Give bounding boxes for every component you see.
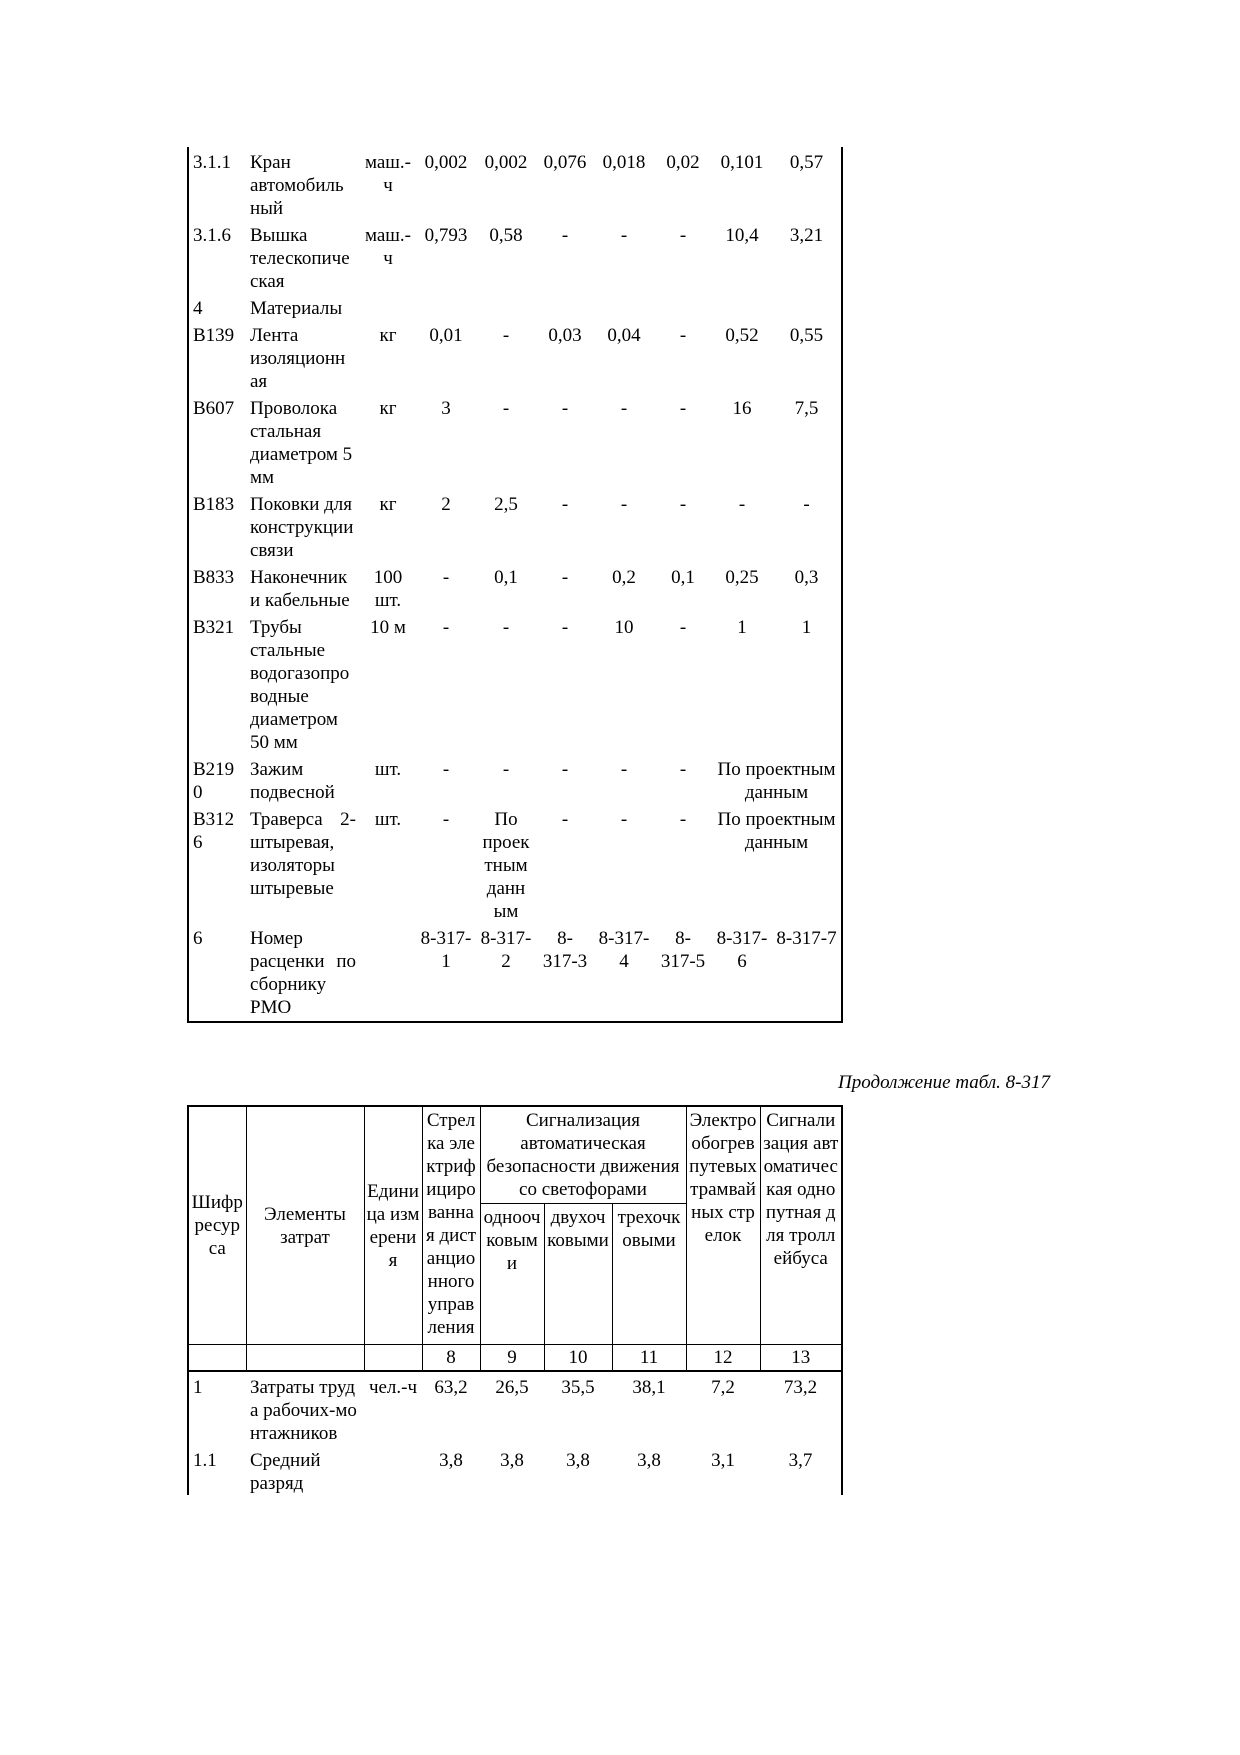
value-cell: -: [561, 494, 569, 515]
value-cell: -: [772, 489, 842, 562]
row-code: В321: [188, 612, 246, 754]
value-cell: -: [679, 617, 687, 638]
value-cell: 3,21: [772, 220, 842, 293]
value-cell: -: [561, 225, 569, 246]
value-cell: -: [620, 225, 628, 246]
section-code: 4: [188, 293, 246, 320]
value-cell: 3,7: [760, 1445, 842, 1495]
value-cell: -: [442, 809, 450, 830]
value-cell: 2: [441, 494, 451, 515]
row-name: Траверса 2-штыревая, изоляторы штыревые: [250, 809, 356, 899]
value-cell: 0,58: [489, 225, 523, 246]
header-signal-group: Сигнализация автоматическая безопасности движения со светофорами: [480, 1106, 686, 1204]
row-name: Кран автомобиль ный: [250, 152, 344, 219]
value-cell: -: [679, 225, 687, 246]
row-unit: [364, 1445, 422, 1495]
row-name: Затраты труда рабочих-монтажников: [250, 1377, 357, 1444]
row-name: Наконечник и кабельные: [250, 567, 350, 611]
header-row: [188, 1106, 842, 1204]
value-cell: 38,1: [632, 1377, 666, 1398]
value-cell: -: [502, 398, 510, 419]
value-cell: 0,1: [494, 567, 518, 588]
value-cell: -: [442, 617, 450, 638]
value-cell: 0,03: [548, 325, 582, 346]
row-unit: чел.-ч: [368, 1377, 418, 1398]
table-row: [188, 1445, 842, 1495]
row-code: 1.1: [188, 1445, 246, 1495]
value-cell: 0,57: [772, 147, 842, 220]
row-unit: кг: [379, 325, 397, 346]
value-cell: 3,8: [637, 1450, 661, 1471]
resource-table-bottom: [187, 1105, 843, 1495]
row-name: Вышка телескопиче ская: [250, 225, 350, 292]
value-cell: 0,793: [424, 225, 468, 246]
value-cell: 10,4: [725, 225, 759, 246]
header-trolley: Сигнализация автоматическая однопутная для троллейбуса: [760, 1106, 842, 1345]
row-code: 1: [188, 1371, 246, 1445]
header-code: Шифр ресурса: [188, 1106, 246, 1345]
value-cell: 1: [772, 612, 842, 754]
value-cell: 73,2: [760, 1371, 842, 1445]
column-number: 12: [686, 1345, 760, 1372]
value-cell: 8-317-7: [772, 923, 842, 1022]
value-cell: 26,5: [495, 1377, 529, 1398]
section-row: [188, 293, 842, 320]
value-cell: 3,8: [566, 1450, 590, 1471]
resource-table-top: [187, 147, 843, 1023]
value-cell: 7,5: [772, 393, 842, 489]
row-code: В3126: [188, 804, 246, 923]
value-cell: 8-317-6: [712, 923, 772, 1022]
value-cell: 0,101: [720, 152, 764, 173]
value-cell: 1: [737, 617, 747, 638]
value-cell: -: [620, 494, 628, 515]
row-unit: маш.-ч: [364, 152, 412, 196]
value-cell: 7,2: [711, 1377, 735, 1398]
value-cell: 8-317-4: [594, 923, 654, 1022]
value-cell: -: [502, 617, 510, 638]
value-cell: -: [738, 494, 746, 515]
value-cell: 0,52: [725, 325, 759, 346]
row-unit: шт.: [374, 809, 402, 830]
value-cell: -: [502, 325, 510, 346]
column-number: 8: [422, 1345, 480, 1372]
value-cell: 8-317-5: [654, 923, 712, 1022]
row-unit: кг: [379, 494, 397, 515]
header-heating: Электрообогрев путевых трамвайных стрелок: [686, 1106, 760, 1345]
row-unit: маш.-ч: [364, 225, 412, 269]
value-cell: 0,25: [725, 567, 759, 588]
table-row: [188, 393, 842, 489]
value-cell: 2,5: [494, 494, 518, 515]
value-cell: 35,5: [561, 1377, 595, 1398]
row-code: В183: [188, 489, 246, 562]
table-row: [188, 612, 842, 754]
value-cell: -: [620, 809, 628, 830]
row-code: В833: [188, 562, 246, 612]
row-name: Номер расценки по сборнику РМО: [246, 923, 360, 1022]
header-signal-one: одноочковыми: [480, 1204, 544, 1345]
value-cell: 0,02: [666, 152, 700, 173]
column-number: 10: [544, 1345, 612, 1372]
value-cell: 0,002: [424, 152, 468, 173]
row-code: 3.1.6: [188, 220, 246, 293]
row-name: Зажим подвесной: [250, 759, 335, 803]
value-cell: -: [620, 398, 628, 419]
header-elements: Элементы затрат: [246, 1106, 364, 1345]
column-number: 13: [760, 1345, 842, 1372]
section-title: Материалы: [250, 298, 343, 319]
row-code: 6: [188, 923, 246, 1022]
value-cell: 3,8: [500, 1450, 524, 1471]
row-unit: [360, 923, 416, 1022]
row-name: Трубы стальные водогазопро водные диаметром 50 мм: [250, 617, 350, 753]
row-name: Лента изоляционн ая: [250, 325, 346, 392]
value-cell: 8-317-1: [416, 923, 476, 1022]
row-unit: кг: [379, 398, 397, 419]
value-cell: 3,8: [439, 1450, 463, 1471]
value-cell: 0,018: [602, 152, 646, 173]
value-cell: 0,076: [543, 152, 587, 173]
table-caption: Продолжение табл. 8-317: [837, 1072, 1050, 1093]
row-name: Средний разряд: [250, 1450, 321, 1494]
column-number-row: [188, 1345, 842, 1372]
value-cell: 10: [614, 617, 634, 638]
value-cell: -: [442, 759, 450, 780]
value-cell: -: [620, 759, 628, 780]
table-row: [188, 562, 842, 612]
value-cell: -: [679, 398, 687, 419]
row-code: 3.1.1: [188, 147, 246, 220]
value-cell: 0,3: [772, 562, 842, 612]
value-cell: По проек тным данн ым: [482, 809, 530, 922]
value-cell: 0,2: [612, 567, 636, 588]
header-unit: Единица измерения: [364, 1106, 422, 1345]
value-cell: -: [679, 325, 687, 346]
value-cell: -: [561, 809, 569, 830]
value-cell: -: [679, 809, 687, 830]
value-cell: -: [679, 759, 687, 780]
value-cell: -: [679, 494, 687, 515]
column-number: 11: [612, 1345, 686, 1372]
row-name: Проволока стальная диаметром 5 мм: [250, 398, 353, 488]
value-cell: 0,1: [671, 567, 695, 588]
value-cell: -: [502, 759, 510, 780]
table-row: [188, 1371, 842, 1445]
row-code: В139: [188, 320, 246, 393]
table-row: [188, 147, 842, 220]
value-cell: 0,002: [484, 152, 528, 173]
merged-value-cell: По проектным данным: [712, 754, 842, 804]
row-code: В607: [188, 393, 246, 489]
value-cell: 0,04: [607, 325, 641, 346]
value-cell: -: [442, 567, 450, 588]
table-row: [188, 220, 842, 293]
value-cell: 0,01: [429, 325, 463, 346]
value-cell: -: [561, 759, 569, 780]
value-cell: 8-317-2: [476, 923, 536, 1022]
value-cell: 3: [441, 398, 451, 419]
row-unit: 10 м: [370, 617, 406, 638]
table-row: [188, 320, 842, 393]
row-code: В2190: [188, 754, 246, 804]
value-cell: 63,2: [434, 1377, 468, 1398]
table-row: [188, 923, 842, 1022]
merged-value-cell: По проектным данным: [712, 804, 842, 923]
row-unit: 100 шт.: [373, 567, 403, 611]
header-signal-three: трехочковыми: [612, 1204, 686, 1345]
value-cell: 16: [732, 398, 752, 419]
table-row: [188, 804, 842, 923]
value-cell: -: [561, 398, 569, 419]
table-row: [188, 754, 842, 804]
row-name: Поковки для конструкции связи: [250, 494, 354, 561]
value-cell: 3,1: [711, 1450, 735, 1471]
value-cell: 0,55: [772, 320, 842, 393]
value-cell: -: [561, 567, 569, 588]
value-cell: 8-317-3: [536, 923, 594, 1022]
value-cell: -: [561, 617, 569, 638]
row-unit: шт.: [374, 759, 402, 780]
table-row: [188, 489, 842, 562]
header-signal-two: двухочковыми: [544, 1204, 612, 1345]
column-number: 9: [480, 1345, 544, 1372]
header-strelka: Стрелка электрифицированная дистанционного управления: [422, 1106, 480, 1345]
